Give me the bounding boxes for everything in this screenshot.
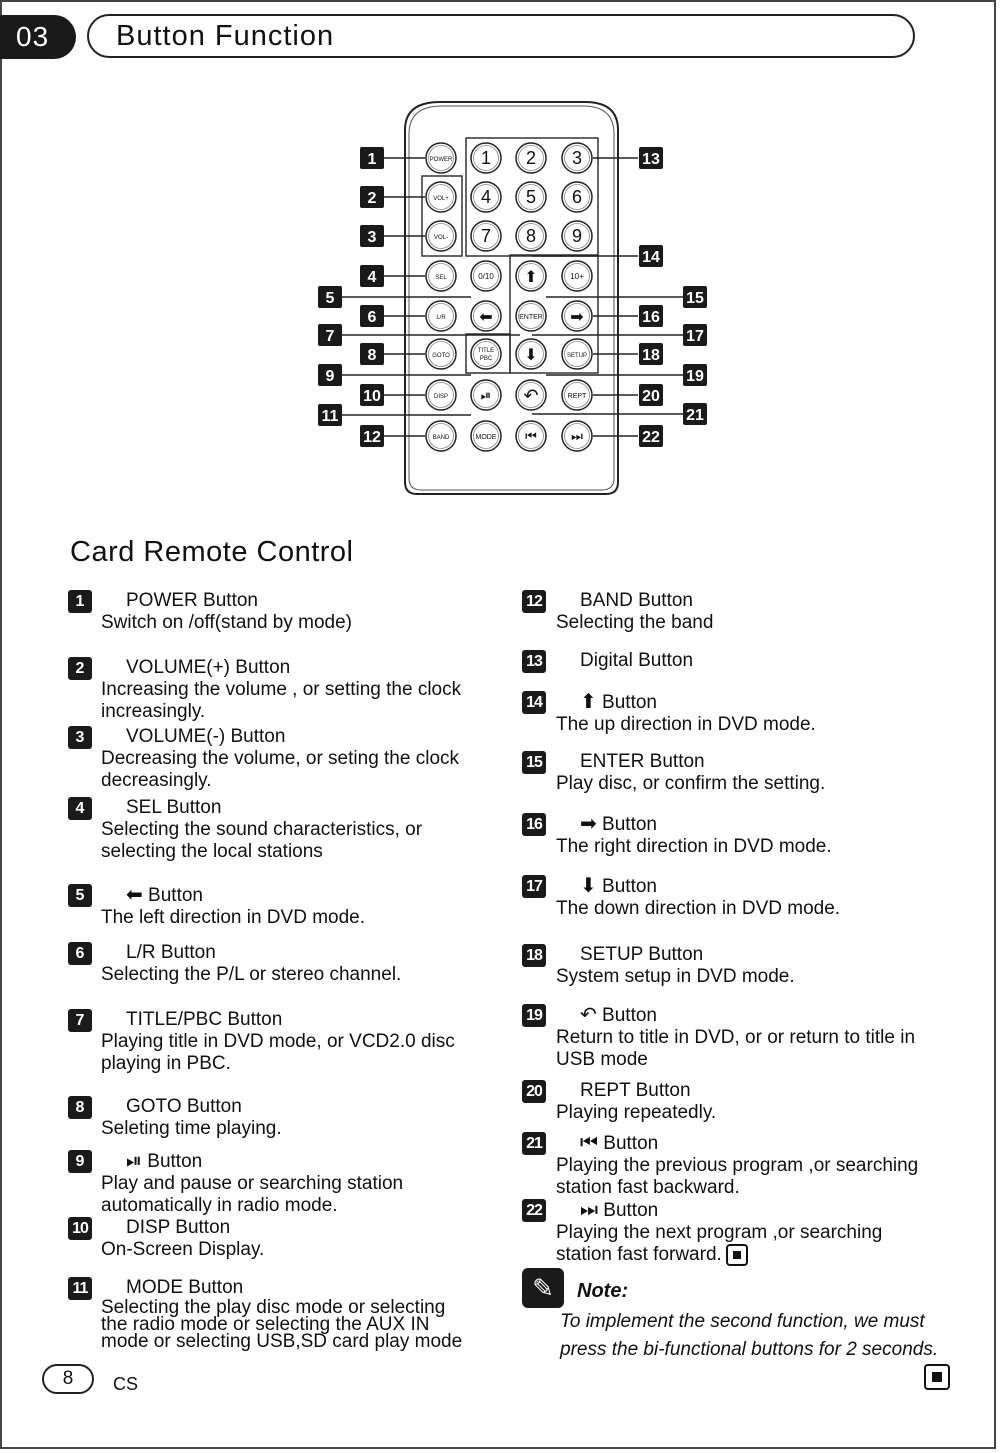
callout-7 xyxy=(318,324,342,346)
key-digit-6 xyxy=(471,221,501,251)
entry-description: The up direction in DVD mode. xyxy=(556,714,816,735)
key-goto xyxy=(426,339,456,369)
svg-text:GOTO: GOTO xyxy=(432,353,450,359)
key-digit-5 xyxy=(562,182,592,212)
svg-text:2: 2 xyxy=(525,148,537,168)
entry-3 xyxy=(68,726,478,792)
key-digit-3 xyxy=(471,182,501,212)
entry-title-text: DISP Button xyxy=(126,1217,231,1238)
entry-title-text: Button xyxy=(602,1005,657,1026)
entry-description: The left direction in DVD mode. xyxy=(101,907,366,928)
entry-title xyxy=(580,813,962,836)
entry-title-text: Button xyxy=(602,876,657,897)
entry-title xyxy=(580,751,962,773)
callout-2 xyxy=(360,186,384,208)
callout-21 xyxy=(683,403,707,425)
entry-4 xyxy=(68,797,478,863)
svg-text:8: 8 xyxy=(525,226,537,246)
entry-number-badge: 13 xyxy=(522,650,546,673)
svg-text:VOL-: VOL- xyxy=(433,235,449,241)
entry-title-text: L/R Button xyxy=(126,942,216,963)
key-rept xyxy=(562,380,592,410)
callout-13 xyxy=(639,147,663,169)
entry-title-text: REPT Button xyxy=(580,1080,691,1101)
entry-direction-icon: ⏭ xyxy=(580,1199,598,1221)
entry-title xyxy=(580,650,962,672)
key-enter xyxy=(516,301,546,331)
key-digit-2 xyxy=(562,143,592,173)
entry-description: Playing the previous program ,or searching station fast backward. xyxy=(556,1155,919,1198)
svg-text:18: 18 xyxy=(642,347,660,364)
entry-title xyxy=(126,1150,478,1173)
svg-text:↶: ↶ xyxy=(523,385,539,406)
svg-text:POWER: POWER xyxy=(429,157,453,163)
entry-title-text: TITLE/PBC Button xyxy=(126,1009,283,1030)
entry-description: Return to title in DVD, or or return to title in USB mode xyxy=(556,1027,916,1070)
entry-title xyxy=(580,944,962,966)
key-prev xyxy=(516,421,546,451)
svg-text:21: 21 xyxy=(686,407,704,424)
entry-title-text: VOLUME(-) Button xyxy=(126,726,286,747)
key-digit-10 xyxy=(562,261,592,291)
entry-9 xyxy=(68,1150,478,1217)
svg-text:⬆: ⬆ xyxy=(524,268,538,286)
entry-2 xyxy=(68,657,478,723)
callout-17 xyxy=(683,324,707,346)
entry-description: Decreasing the volume, or seting the clock decreasingly. xyxy=(101,748,460,791)
svg-text:6: 6 xyxy=(571,187,583,207)
svg-text:7: 7 xyxy=(480,226,492,246)
svg-text:9: 9 xyxy=(325,368,335,385)
entry-description: Selecting the band xyxy=(556,612,714,633)
svg-text:12: 12 xyxy=(363,429,381,446)
key-next xyxy=(562,421,592,451)
callout-16 xyxy=(639,305,663,327)
entry-title xyxy=(126,590,478,612)
end-mark-icon xyxy=(924,1364,950,1390)
key-left xyxy=(471,301,501,331)
entry-number-badge: 6 xyxy=(68,942,92,965)
callout-10 xyxy=(360,384,384,406)
callout-20 xyxy=(639,384,663,406)
entry-11 xyxy=(68,1277,478,1350)
entry-title xyxy=(580,875,962,898)
svg-text:3: 3 xyxy=(367,229,377,246)
entry-title xyxy=(126,726,478,748)
entry-title xyxy=(126,657,478,679)
entry-number-badge: 8 xyxy=(68,1096,92,1119)
section-title: Button Function xyxy=(87,14,915,58)
callout-18 xyxy=(639,343,663,365)
entry-description: Selecting the P/L or stereo channel. xyxy=(101,964,402,985)
entry-title-text: Button xyxy=(602,692,657,713)
key-right xyxy=(562,301,592,331)
entry-description: Playing title in DVD mode, or VCD2.0 disc playing in PBC. xyxy=(101,1031,455,1074)
entry-description: Increasing the volume , or setting the clock increasingly. xyxy=(101,679,462,722)
entry-14 xyxy=(522,691,962,736)
svg-text:DISP: DISP xyxy=(433,394,449,400)
svg-text:SEL: SEL xyxy=(435,275,447,281)
key-disp xyxy=(426,380,456,410)
key-band xyxy=(426,421,456,451)
entry-7 xyxy=(68,1009,478,1075)
entry-direction-icon: ⬆ xyxy=(580,691,597,713)
entry-number-badge: 9 xyxy=(68,1150,92,1173)
entry-title-text: SEL Button xyxy=(126,797,222,818)
svg-text:20: 20 xyxy=(642,388,660,405)
svg-text:16: 16 xyxy=(642,309,660,326)
svg-text:0/10: 0/10 xyxy=(478,272,494,281)
svg-text:8: 8 xyxy=(367,347,377,364)
svg-text:22: 22 xyxy=(642,429,660,446)
svg-text:⬇: ⬇ xyxy=(524,346,538,364)
entry-number-badge: 14 xyxy=(522,691,546,714)
entry-title xyxy=(126,942,478,964)
entry-8 xyxy=(68,1096,478,1140)
entry-18 xyxy=(522,944,962,988)
entry-title-text: Button xyxy=(148,885,203,906)
svg-text:7: 7 xyxy=(325,328,335,345)
key-mode xyxy=(471,421,501,451)
entry-title-text: Button xyxy=(603,1133,659,1154)
entry-17 xyxy=(522,875,962,920)
svg-text:1: 1 xyxy=(480,148,492,168)
svg-text:3: 3 xyxy=(571,148,583,168)
callout-6 xyxy=(360,305,384,327)
entry-description: Selecting the play disc mode or selecting the radio mode or selecting the AUX IN mode or selecting USB,SD card play mode xyxy=(101,1297,463,1352)
svg-text:14: 14 xyxy=(642,249,660,266)
entry-title xyxy=(126,1009,478,1031)
key-power xyxy=(426,143,456,173)
entry-title-text: VOLUME(+) Button xyxy=(126,657,291,678)
entry-description: Seleting time playing. xyxy=(101,1118,282,1139)
entry-title-text: Button xyxy=(602,814,657,835)
entry-description: The down direction in DVD mode. xyxy=(556,898,841,919)
svg-text:15: 15 xyxy=(686,290,704,307)
entry-number-badge: 4 xyxy=(68,797,92,820)
entry-number-badge: 20 xyxy=(522,1080,546,1103)
entry-22 xyxy=(522,1199,962,1266)
entry-number-badge: 17 xyxy=(522,875,546,898)
svg-text:19: 19 xyxy=(686,368,704,385)
entry-description: Playing repeatedly. xyxy=(556,1102,717,1123)
key-play-pause xyxy=(471,380,501,410)
section-number: 03 xyxy=(0,15,76,59)
svg-text:REPT: REPT xyxy=(567,393,587,400)
entry-title xyxy=(126,797,478,819)
entry-title-text: BAND Button xyxy=(580,590,693,611)
entry-title-text: Digital Button xyxy=(580,650,694,671)
entry-title-text: ENTER Button xyxy=(580,751,705,772)
entry-title xyxy=(580,1132,962,1155)
callout-19 xyxy=(683,364,707,386)
svg-text:4: 4 xyxy=(367,269,377,286)
callout-8 xyxy=(360,343,384,365)
svg-text:1: 1 xyxy=(367,151,377,168)
entry-direction-icon: ⬇ xyxy=(580,875,597,897)
entry-title xyxy=(126,1277,478,1299)
key-vol- xyxy=(426,182,456,212)
entry-direction-icon: ↶ xyxy=(580,1004,597,1026)
key-setup xyxy=(562,339,592,369)
entry-number-badge: 2 xyxy=(68,657,92,680)
svg-text:2: 2 xyxy=(367,190,377,207)
entry-number-badge: 18 xyxy=(522,944,546,967)
entry-title-text: MODE Button xyxy=(126,1277,244,1298)
entry-title-text: Button xyxy=(603,1200,659,1221)
entry-title-text: POWER Button xyxy=(126,590,258,611)
entry-13 xyxy=(522,650,962,672)
entry-description: Play disc, or confirm the setting. xyxy=(556,773,826,794)
entry-21 xyxy=(522,1132,962,1199)
entry-number-badge: 3 xyxy=(68,726,92,749)
entry-title xyxy=(126,1096,478,1118)
entry-description: Selecting the sound characteristics, or selecting the local stations xyxy=(101,819,423,862)
svg-text:L/R: L/R xyxy=(436,315,446,321)
callout-22 xyxy=(639,425,663,447)
svg-text:9: 9 xyxy=(571,226,583,246)
callout-1 xyxy=(360,147,384,169)
svg-text:⬅: ⬅ xyxy=(479,308,493,326)
entry-title-text: GOTO Button xyxy=(126,1096,242,1117)
entry-12 xyxy=(522,590,962,634)
svg-text:⏮: ⏮ xyxy=(525,428,537,444)
callout-5 xyxy=(318,286,342,308)
key-l-r xyxy=(426,301,456,331)
svg-text:6: 6 xyxy=(367,309,377,326)
entry-15 xyxy=(522,751,962,795)
svg-text:4: 4 xyxy=(480,187,492,207)
entry-10 xyxy=(68,1217,478,1261)
callout-4 xyxy=(360,265,384,287)
page-number: 8 xyxy=(42,1364,94,1394)
svg-text:13: 13 xyxy=(642,151,660,168)
callout-3 xyxy=(360,225,384,247)
callout-11 xyxy=(318,404,342,426)
key-digit-4 xyxy=(516,182,546,212)
entry-6 xyxy=(68,942,478,986)
entry-number-badge: 22 xyxy=(522,1199,546,1222)
entry-description: The right direction in DVD mode. xyxy=(556,836,832,857)
svg-text:⏭: ⏭ xyxy=(571,428,583,444)
entry-number-badge: 7 xyxy=(68,1009,92,1032)
entry-description: System setup in DVD mode. xyxy=(556,966,795,987)
entry-title xyxy=(126,884,478,907)
svg-text:PBC: PBC xyxy=(479,356,493,362)
entry-number-badge: 11 xyxy=(68,1277,92,1300)
entry-number-badge: 1 xyxy=(68,590,92,613)
end-mark-icon xyxy=(726,1244,748,1266)
entry-16 xyxy=(522,813,962,858)
callout-14 xyxy=(639,245,663,267)
svg-text:ENTER: ENTER xyxy=(519,314,543,321)
entry-title xyxy=(580,590,962,612)
callout-15 xyxy=(683,286,707,308)
language-code: CS xyxy=(113,1374,139,1394)
key-digit-8 xyxy=(562,221,592,251)
key-up xyxy=(516,261,546,291)
callout-9 xyxy=(318,364,342,386)
entry-direction-icon: ⏯ xyxy=(126,1150,142,1172)
entry-direction-icon: ➡ xyxy=(580,813,597,835)
entry-title-text: Button xyxy=(147,1151,203,1172)
svg-text:BAND: BAND xyxy=(432,435,450,441)
key-title-pbc xyxy=(471,339,501,369)
entry-description: Switch on /off(stand by mode) xyxy=(101,612,352,633)
entry-20 xyxy=(522,1080,962,1124)
entry-number-badge: 16 xyxy=(522,813,546,836)
entry-title xyxy=(580,1080,962,1102)
svg-text:10+: 10+ xyxy=(570,272,584,281)
entry-number-badge: 19 xyxy=(522,1004,546,1027)
key-digit-1 xyxy=(516,143,546,173)
key-sel xyxy=(426,261,456,291)
entry-title xyxy=(580,1004,962,1027)
entry-number-badge: 10 xyxy=(68,1217,92,1240)
svg-text:TITLE: TITLE xyxy=(477,348,495,354)
entry-title xyxy=(580,691,962,714)
key-digit-9 xyxy=(471,261,501,291)
remote-illustration xyxy=(315,100,715,500)
entry-title xyxy=(580,1199,962,1222)
section-heading: Card Remote Control xyxy=(70,536,354,568)
svg-text:➡: ➡ xyxy=(570,308,584,326)
note-text: To implement the second function, we must press the bi-functional buttons for 2 seconds. xyxy=(560,1311,939,1360)
callout-12 xyxy=(360,425,384,447)
entry-direction-icon: ⏮ xyxy=(580,1132,598,1154)
key-vol- xyxy=(426,221,456,251)
svg-text:10: 10 xyxy=(363,388,381,405)
entry-number-badge: 15 xyxy=(522,751,546,774)
note-pencil-icon: ✎ xyxy=(522,1268,564,1308)
entry-description: Play and pause or searching station automatically in radio mode. xyxy=(101,1173,404,1216)
svg-text:17: 17 xyxy=(686,328,704,345)
key-digit-7 xyxy=(516,221,546,251)
entry-number-badge: 21 xyxy=(522,1132,546,1155)
entry-direction-icon: ⬅ xyxy=(126,884,143,906)
entry-19 xyxy=(522,1004,962,1071)
note-title: Note: xyxy=(577,1280,629,1302)
svg-text:SETUP: SETUP xyxy=(566,353,588,359)
svg-text:11: 11 xyxy=(321,408,339,425)
svg-text:⏯: ⏯ xyxy=(480,387,492,403)
entry-title xyxy=(126,1217,478,1239)
entry-5 xyxy=(68,884,478,929)
key-down xyxy=(516,339,546,369)
svg-text:MODE: MODE xyxy=(475,434,497,441)
svg-text:5: 5 xyxy=(325,290,335,307)
entry-description: Playing the next program ,or searching station fast forward. xyxy=(556,1222,883,1266)
key-return xyxy=(516,380,546,410)
entry-number-badge: 5 xyxy=(68,884,92,907)
entry-description: On-Screen Display. xyxy=(101,1239,265,1260)
entry-title-text: SETUP Button xyxy=(580,944,704,965)
svg-text:VOL+: VOL+ xyxy=(433,196,449,202)
entry-number-badge: 12 xyxy=(522,590,546,613)
svg-text:5: 5 xyxy=(525,187,537,207)
entry-1 xyxy=(68,590,478,634)
key-digit-0 xyxy=(471,143,501,173)
